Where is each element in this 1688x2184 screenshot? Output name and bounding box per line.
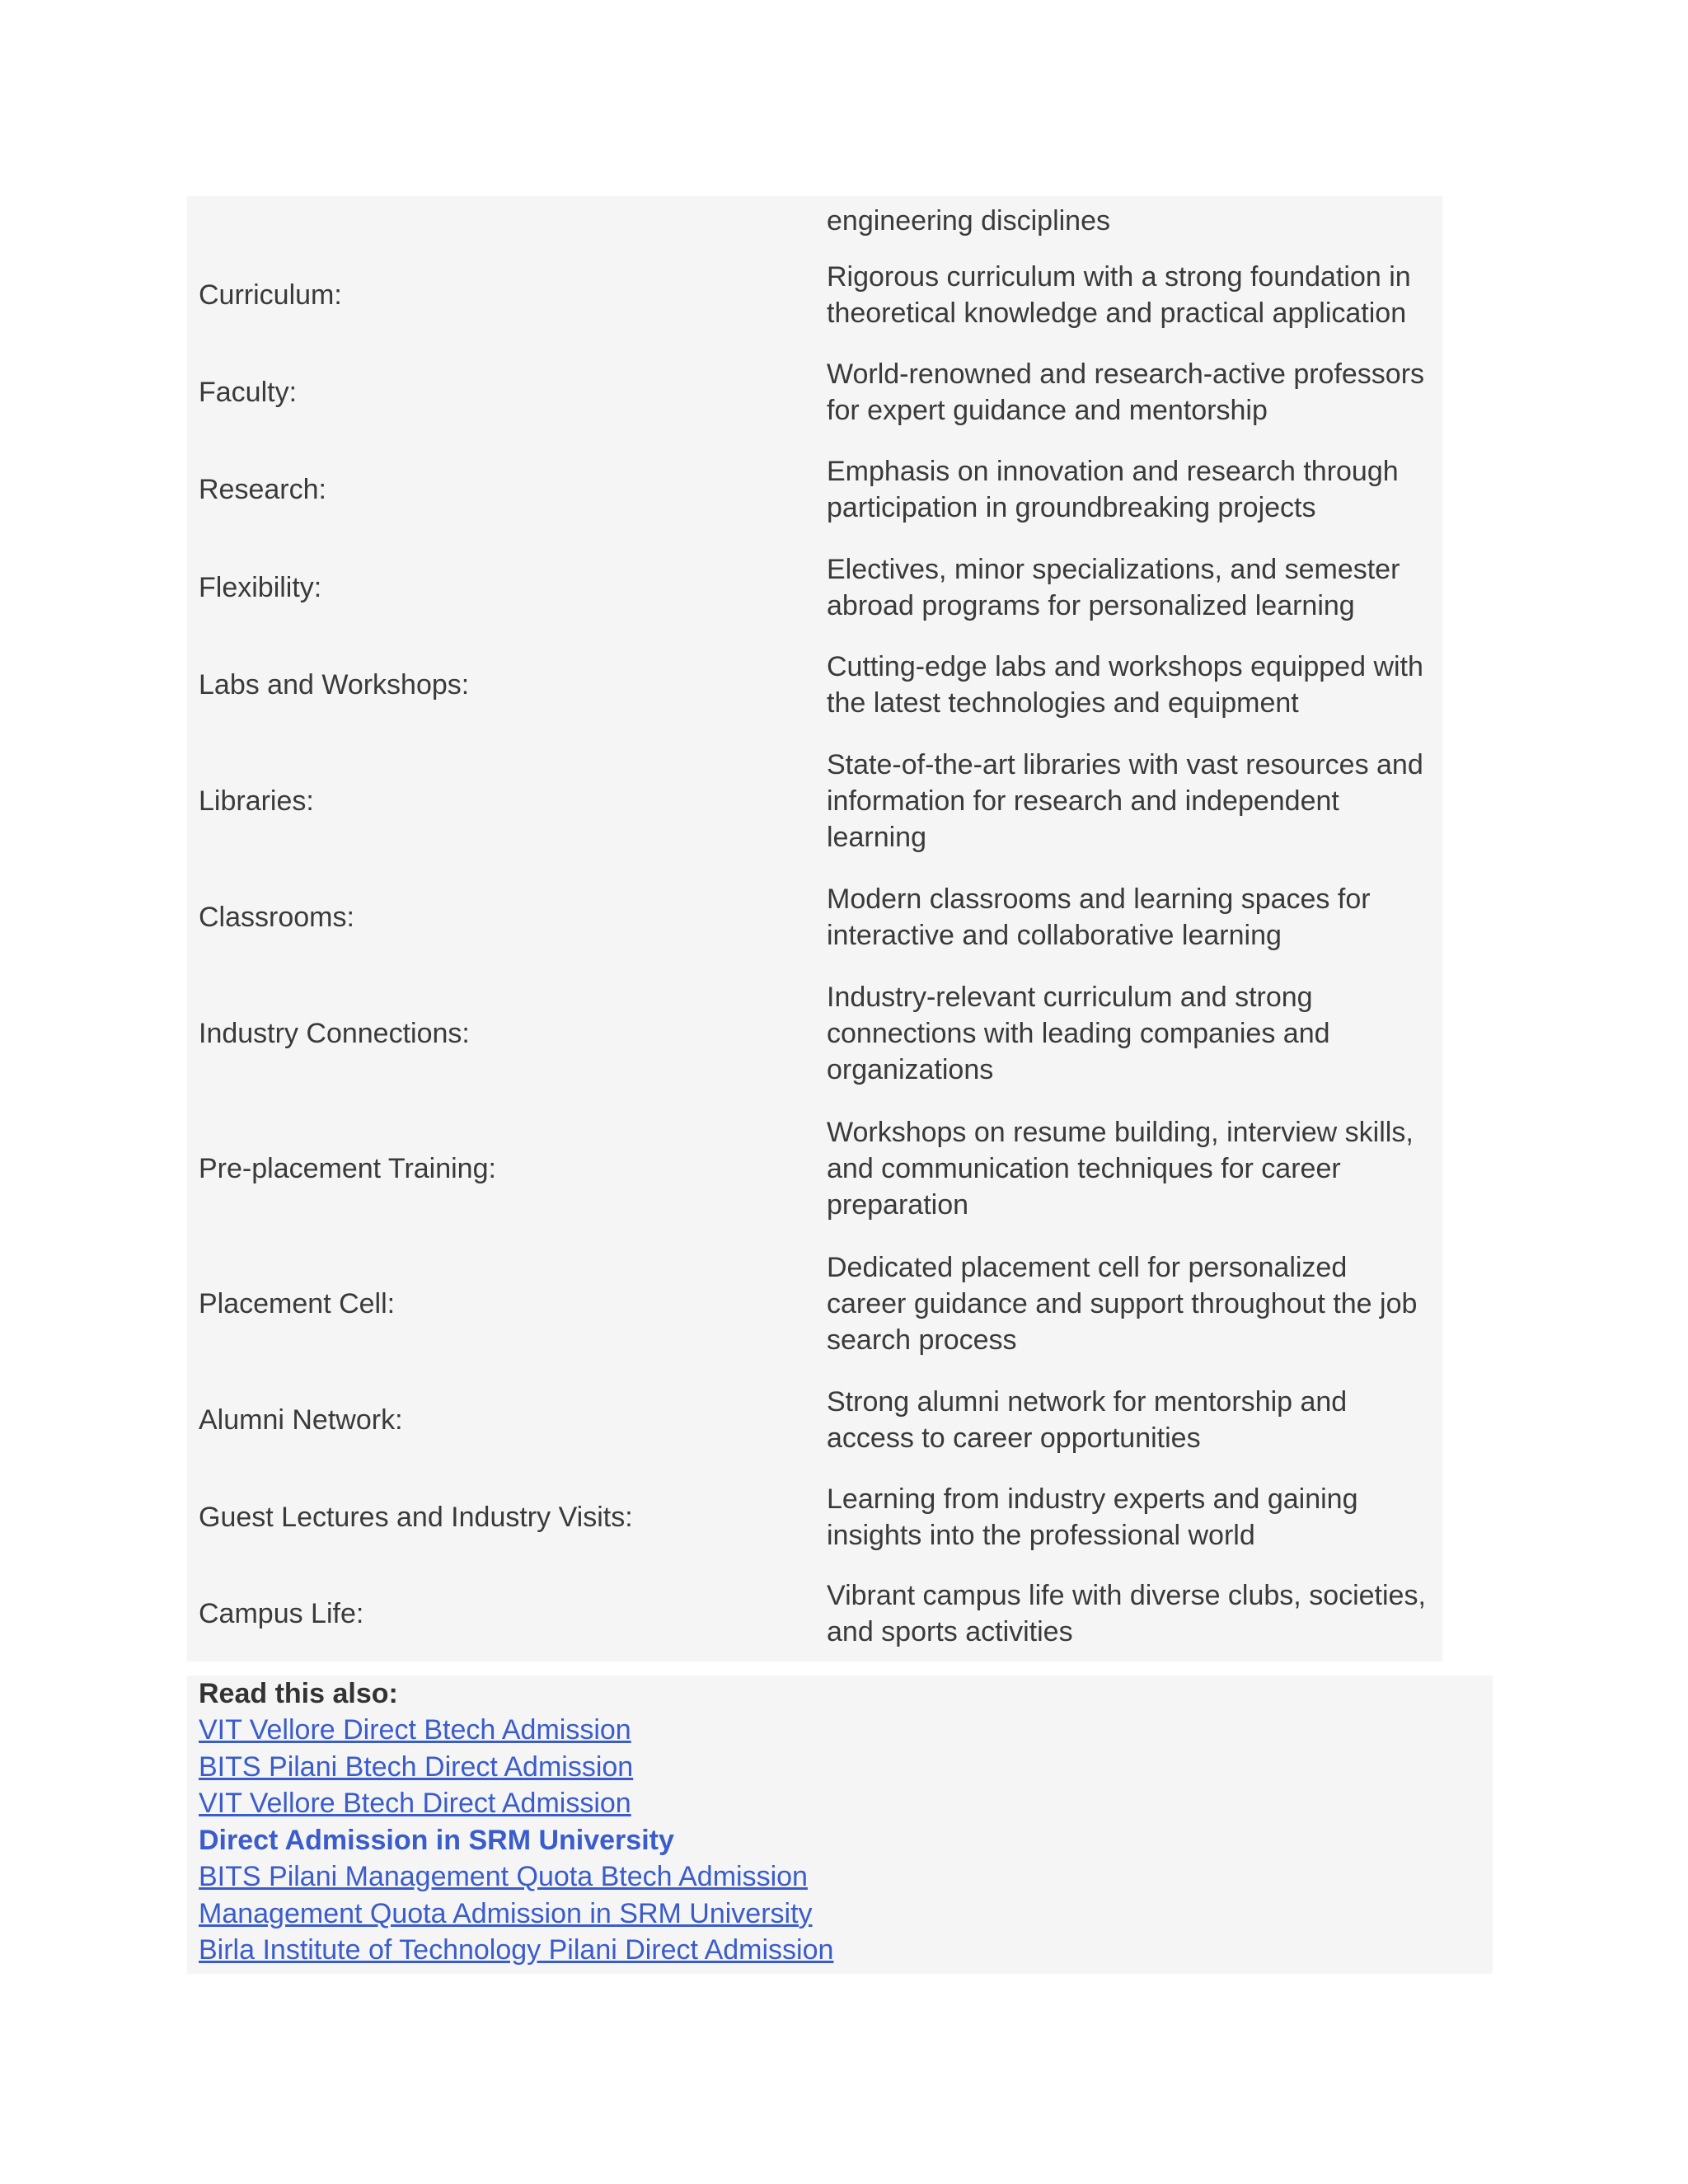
row-value: engineering disciplines [827, 205, 1111, 237]
row-value: Workshops on resume building, interview skills, and communication techniques for career preparation [827, 1117, 1414, 1221]
row-label: Classrooms: [199, 902, 354, 934]
row-value: Modern classrooms and learning spaces for interactive and collaborative learning [827, 883, 1371, 952]
row-value: Industry-relevant curriculum and strong connections with leading companies and organizations [827, 982, 1330, 1086]
row-value: State-of-the-art libraries with vast resources and information for research and independent learning [827, 749, 1423, 854]
row-value: Dedicated placement cell for personalized career guidance and support throughout the job search process [827, 1252, 1418, 1357]
row-value: Emphasis on innovation and research through participation in groundbreaking projects [827, 456, 1399, 524]
link-bits-pilani-management-quota-btech-admission[interactable]: BITS Pilani Management Quota Btech Admission [199, 1861, 808, 1892]
link-vit-vellore-direct-btech-admission[interactable]: VIT Vellore Direct Btech Admission [199, 1714, 631, 1746]
row-label [187, 196, 815, 246]
link-direct-admission-srm-university[interactable]: Direct Admission in SRM University [199, 1824, 674, 1856]
link-vit-vellore-btech-direct-admission[interactable]: VIT Vellore Btech Direct Admission [199, 1788, 631, 1819]
row-label: Libraries: [199, 785, 314, 818]
table-row [187, 1567, 1442, 1661]
row-value: Strong alumni network for mentorship and access to career opportunities [827, 1386, 1348, 1455]
table-row [187, 246, 1442, 344]
table-row [187, 1371, 1442, 1469]
row-value: Cutting-edge labs and workshops equipped with the latest technologies and equipment [827, 651, 1423, 719]
table-row [187, 869, 1442, 966]
row-label: Labs and Workshops: [199, 669, 470, 701]
table-row [187, 1101, 1442, 1236]
table-row [187, 636, 1442, 733]
row-label: Faculty: [199, 377, 298, 409]
row-label: Research: [199, 474, 326, 506]
row-label: Alumni Network: [199, 1404, 403, 1436]
row-value: Rigorous curriculum with a strong foundation in theoretical knowledge and practical application [827, 260, 1411, 329]
read-also-heading: Read this also: [199, 1678, 398, 1709]
table-row [187, 966, 1442, 1101]
table-row [187, 196, 1442, 246]
row-label: Placement Cell: [199, 1288, 396, 1320]
link-birla-institute-technology-pilani-direct-admission[interactable]: Birla Institute of Technology Pilani Direct Admission [199, 1934, 834, 1966]
row-label: Pre-placement Training: [199, 1153, 496, 1185]
features-table [187, 196, 1442, 1661]
row-value: Vibrant campus life with diverse clubs, societies, and sports activities [827, 1580, 1426, 1648]
table-row [187, 539, 1442, 636]
link-bits-pilani-btech-direct-admission[interactable]: BITS Pilani Btech Direct Admission [199, 1750, 634, 1783]
table-row [187, 733, 1442, 869]
row-value: World-renowned and research-active professors for expert guidance and mentorship [827, 359, 1425, 427]
link-management-quota-admission-srm-university[interactable]: Management Quota Admission in SRM University [199, 1897, 813, 1929]
row-label: Curriculum: [199, 279, 342, 311]
row-label: Industry Connections: [199, 1018, 470, 1050]
table-row [187, 1236, 1442, 1371]
row-label: Guest Lectures and Industry Visits: [199, 1502, 633, 1534]
read-also-section [187, 1675, 1493, 1974]
table-row [187, 441, 1442, 538]
row-value: Electives, minor specializations, and semester abroad programs for personalized learning [827, 553, 1400, 621]
row-label: Flexibility: [199, 571, 322, 603]
table-row [187, 1469, 1442, 1566]
row-value: Learning from industry experts and gaining insights into the professional world [827, 1483, 1358, 1552]
table-row [187, 344, 1442, 441]
row-label: Campus Life: [199, 1598, 364, 1630]
